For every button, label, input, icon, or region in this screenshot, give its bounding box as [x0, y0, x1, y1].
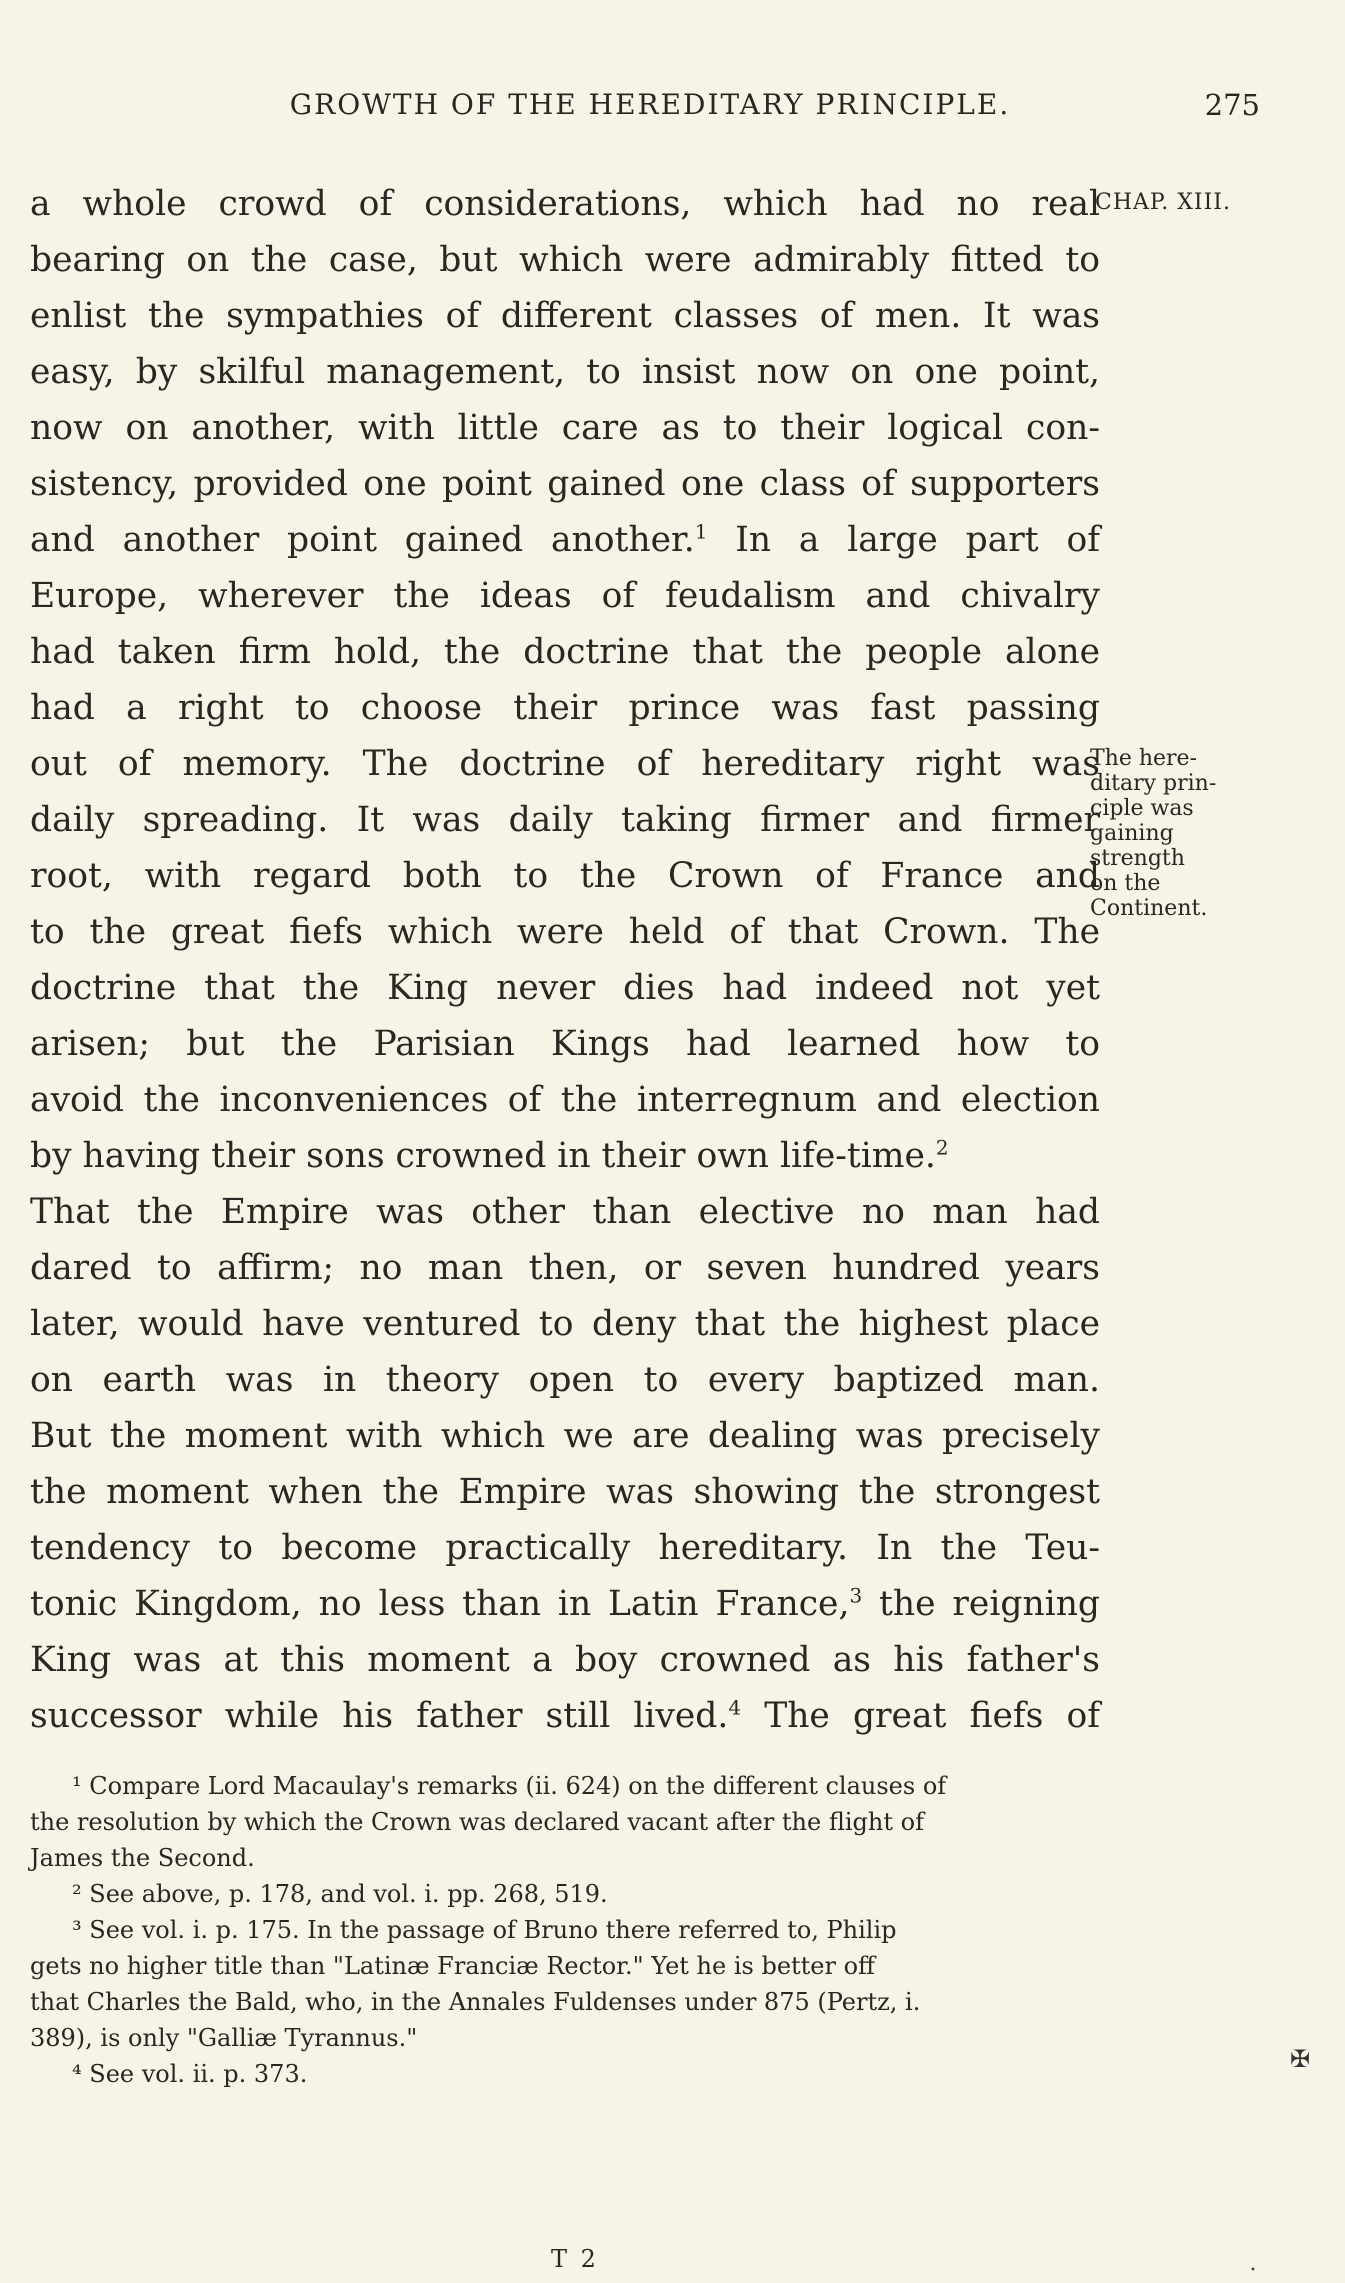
- body-line: That the Empire was other than elective no man had: [30, 1192, 1100, 1232]
- body-line: root, with regard both to the Crown of France and: [30, 856, 1100, 896]
- body-line: avoid the inconveniences of the interregnum and election: [30, 1080, 1100, 1120]
- footnote-ref[interactable]: 4: [728, 1695, 742, 1720]
- footnote-3-cont: gets no higher title than "Latinæ Franciæ Rector." Yet he is better off: [30, 1952, 876, 1980]
- body-line: sistency, provided one point gained one class of supporters: [30, 464, 1100, 504]
- body-line: arisen; but the Parisian Kings had learned how to: [30, 1024, 1100, 1064]
- body-line-text: In a large part of: [735, 520, 1100, 560]
- footnote-2: ² See above, p. 178, and vol. i. pp. 268, 519.: [72, 1880, 608, 1908]
- ornament-icon: ✠: [1290, 2045, 1311, 2073]
- body-line: to the great fiefs which were held of that Crown. The: [30, 912, 1100, 952]
- body-line: easy, by skilful management, to insist now on one point,: [30, 352, 1100, 392]
- body-line: daily spreading. It was daily taking firmer and firmer: [30, 800, 1100, 840]
- body-line-text: successor while his father still lived.: [30, 1696, 729, 1736]
- body-line-text: the reigning: [879, 1584, 1101, 1624]
- footnote-3-cont: that Charles the Bald, who, in the Annales Fuldenses under 875 (Pertz, i.: [30, 1988, 921, 2016]
- body-line: the moment when the Empire was showing the strongest: [30, 1472, 1100, 1512]
- body-line-text: and another point gained another.: [30, 520, 695, 560]
- body-text: [30, 176, 1100, 1744]
- body-line: later, would have ventured to deny that the highest place: [30, 1304, 1100, 1344]
- sidenote-line: on the: [1090, 871, 1161, 896]
- sidenote-line: The here-: [1090, 746, 1198, 771]
- footnote-3-cont: 389), is only "Galliæ Tyrannus.": [30, 2024, 418, 2052]
- sidenote-line: ditary prin-: [1090, 771, 1217, 796]
- body-line-text: tonic Kingdom, no less than in Latin France,: [30, 1584, 850, 1624]
- body-line: enlist the sympathies of different classes of men. It was: [30, 296, 1100, 336]
- footnote-1-cont: the resolution by which the Crown was declared vacant after the flight of: [30, 1808, 924, 1836]
- body-line: bearing on the case, but which were admirably fitted to: [30, 240, 1100, 280]
- body-line: doctrine that the King never dies had indeed not yet: [30, 968, 1100, 1008]
- signature-mark: T 2: [551, 2245, 599, 2273]
- sidenote-line: gaining: [1090, 821, 1174, 846]
- margin-sidenote: [1090, 746, 1270, 921]
- footnote-1-cont: James the Second.: [30, 1844, 255, 1872]
- footnote-1: ¹ Compare Lord Macaulay's remarks (ii. 624) on the different clauses of: [72, 1772, 947, 1800]
- body-line: Europe, wherever the ideas of feudalism and chivalry: [30, 576, 1100, 616]
- footnote-ref[interactable]: 1: [694, 519, 708, 544]
- sidenote-line: strength: [1090, 846, 1185, 871]
- body-line: had a right to choose their prince was fast passing: [30, 688, 1100, 728]
- footnote-ref[interactable]: 3: [849, 1583, 863, 1608]
- body-line: dared to affirm; no man then, or seven hundred years: [30, 1248, 1100, 1288]
- body-line: But the moment with which we are dealing was precisely: [30, 1416, 1100, 1456]
- body-line: [30, 1688, 1100, 1744]
- body-line: on earth was in theory open to every baptized man.: [30, 1360, 1100, 1400]
- running-head: GROWTH OF THE HEREDITARY PRINCIPLE.: [289, 88, 1011, 121]
- body-line: now on another, with little care as to their logical con-: [30, 408, 1100, 448]
- footnotes: [30, 1768, 1100, 2092]
- page-header: [40, 88, 1260, 128]
- sidenote-line: ciple was: [1090, 796, 1194, 821]
- body-line: tendency to become practically hereditary. In the Teu-: [30, 1528, 1100, 1568]
- body-line-text: by having their sons crowned in their own life-time.: [30, 1136, 936, 1176]
- chapter-marker: CHAP. XIII.: [1095, 190, 1231, 215]
- body-line-text: The great fiefs of: [764, 1696, 1101, 1736]
- footnote-ref[interactable]: 2: [935, 1135, 949, 1160]
- footnote-3: ³ See vol. i. p. 175. In the passage of Bruno there referred to, Philip: [72, 1916, 897, 1944]
- body-line: [30, 512, 1100, 568]
- body-line: out of memory. The doctrine of hereditary right was: [30, 744, 1100, 784]
- body-line: [30, 1128, 1100, 1184]
- body-line: had taken firm hold, the doctrine that the people alone: [30, 632, 1100, 672]
- dot-mark-icon: •: [1250, 2265, 1256, 2276]
- body-line: [30, 1576, 1100, 1632]
- body-line: King was at this moment a boy crowned as his father's: [30, 1640, 1100, 1680]
- sidenote-line: Continent.: [1090, 896, 1208, 921]
- body-line: a whole crowd of considerations, which had no real: [30, 184, 1100, 224]
- page-number: 275: [1204, 88, 1260, 122]
- footnote-4: ⁴ See vol. ii. p. 373.: [72, 2060, 308, 2088]
